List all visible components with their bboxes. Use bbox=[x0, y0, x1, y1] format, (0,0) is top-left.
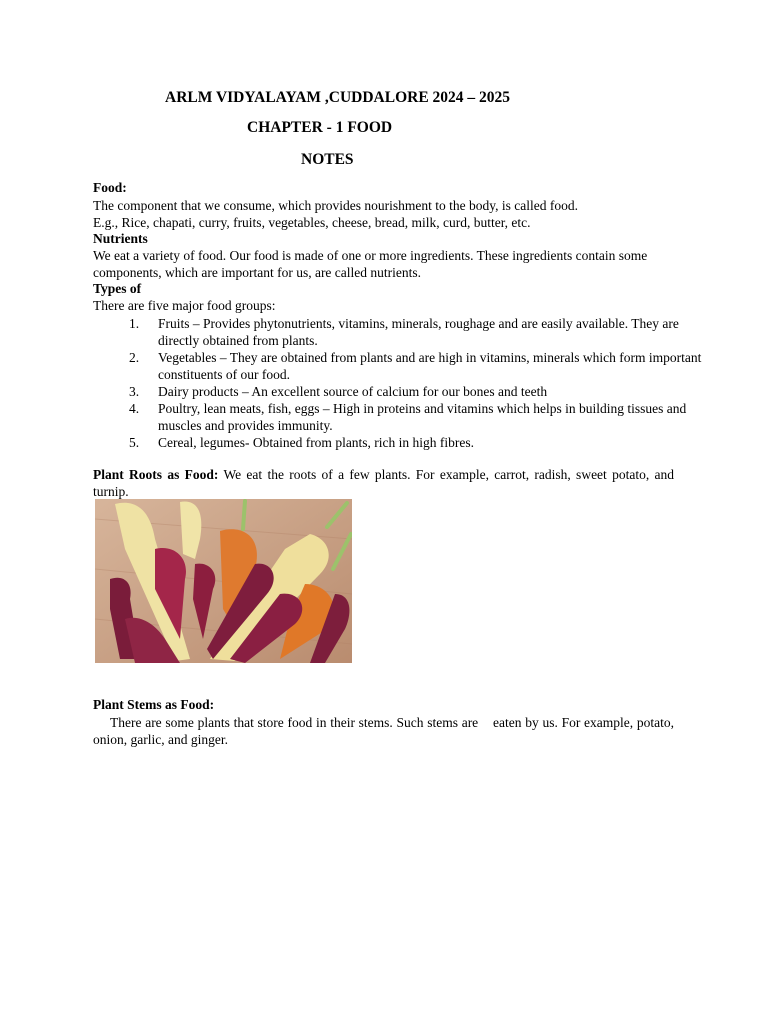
plant-stems-heading: Plant Stems as Food: bbox=[93, 697, 215, 712]
list-text: Poultry, lean meats, fish, eggs – High in proteins and vitamins which helps in building tissues and muscles and provides immunity. bbox=[158, 401, 687, 433]
list-text: Cereal, legumes- Obtained from plants, rich in high fibres. bbox=[158, 435, 475, 450]
list-text: Vegetables – They are obtained from plants and are high in vitamins, minerals which form important constituents of our food. bbox=[158, 350, 702, 382]
carrots-illustration bbox=[95, 499, 352, 663]
food-definition: The component that we consume, which provides nourishment to the body, is called food. bbox=[93, 198, 579, 213]
plant-roots-heading: Plant Roots as Food: bbox=[93, 467, 219, 482]
list-number: 2. bbox=[129, 350, 140, 365]
list-item bbox=[129, 383, 718, 400]
notes-title: NOTES bbox=[301, 151, 354, 168]
list-item bbox=[129, 349, 718, 383]
plant-roots-text: We eat the roots of a few plants. For example, carrot, radish, sweet potato, and turnip. bbox=[93, 467, 675, 499]
list-item bbox=[129, 315, 718, 349]
chapter-title: CHAPTER - 1 FOOD bbox=[247, 119, 393, 136]
food-heading: Food: bbox=[93, 180, 127, 195]
nutrients-heading: Nutrients bbox=[93, 231, 148, 246]
list-item bbox=[129, 434, 718, 451]
list-item bbox=[129, 400, 718, 434]
list-text: Dairy products – An excellent source of calcium for our bones and teeth bbox=[158, 384, 548, 399]
list-number: 1. bbox=[129, 316, 140, 331]
food-examples: E.g., Rice, chapati, curry, fruits, vegetables, cheese, bread, milk, curd, butter, etc. bbox=[93, 215, 531, 230]
food-groups-list bbox=[93, 315, 718, 451]
list-number: 3. bbox=[129, 384, 140, 399]
list-number: 5. bbox=[129, 435, 140, 450]
list-text: Fruits – Provides phytonutrients, vitamins, minerals, roughage and are easily available. They are directly obtained from plants. bbox=[158, 316, 679, 348]
list-number: 4. bbox=[129, 401, 140, 416]
types-heading: Types of bbox=[93, 281, 142, 296]
plant-roots-paragraph bbox=[93, 466, 674, 500]
types-intro: There are five major food groups: bbox=[93, 298, 276, 313]
school-title: ARLM VIDYALAYAM ,CUDDALORE 2024 – 2025 bbox=[165, 89, 511, 106]
nutrients-text: We eat a variety of food. Our food is made of one or more ingredients. These ingredients contain some components, which are important for us, are called nutrients. bbox=[93, 248, 648, 280]
plant-stems-text: There are some plants that store food in their stems. Such stems are eaten by us. For example, potato, onion, garlic, and ginger. bbox=[93, 715, 678, 747]
carrots-photo bbox=[95, 499, 352, 663]
